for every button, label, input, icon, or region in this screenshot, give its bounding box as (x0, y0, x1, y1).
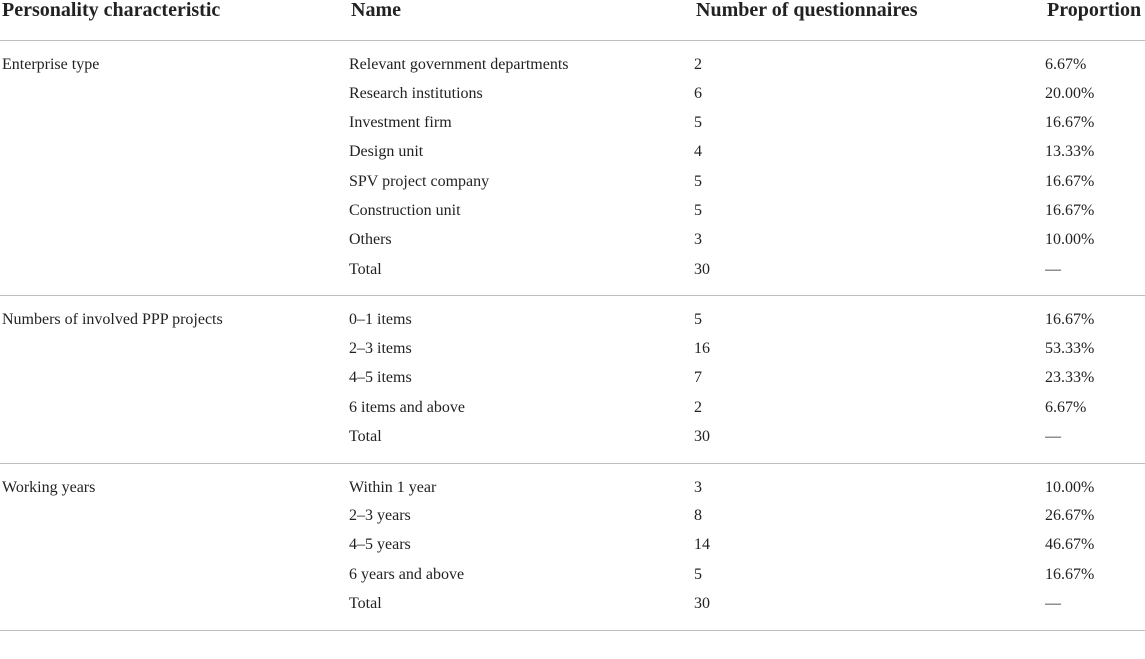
cell-name: Others (349, 231, 392, 249)
cell-name: Total (349, 427, 694, 463)
cell-name: Construction unit (349, 202, 461, 220)
cell-count: 5 (694, 311, 702, 329)
table-row (0, 142, 1145, 171)
cell-proportion: 16.67% (1045, 311, 1095, 329)
header-characteristic: Personality characteristic (0, 0, 349, 41)
cell-proportion: 16.67% (1045, 113, 1095, 131)
cell-characteristic (0, 427, 349, 463)
header-count: Number of questionnaires (694, 0, 1045, 41)
table-row (0, 172, 1145, 201)
cell-proportion: 13.33% (1045, 143, 1095, 161)
header-name: Name (349, 0, 694, 41)
table-row (0, 41, 1145, 84)
cell-name: 6 items and above (349, 398, 465, 416)
table-row (0, 260, 1145, 296)
cell-proportion: — (1045, 594, 1145, 630)
cell-characteristic (0, 172, 349, 201)
cell-characteristic (0, 339, 349, 368)
table-row (0, 427, 1145, 463)
cell-proportion: 46.67% (1045, 536, 1095, 554)
cell-name: Total (349, 594, 694, 630)
cell-name: 4–5 items (349, 369, 412, 387)
cell-count: 5 (694, 565, 702, 583)
table-row (0, 565, 1145, 594)
cell-proportion: 53.33% (1045, 339, 1095, 357)
cell-characteristic (0, 368, 349, 397)
cell-name: Design unit (349, 143, 424, 161)
table-row (0, 230, 1145, 259)
cell-characteristic (0, 113, 349, 142)
cell-count: 30 (694, 427, 1045, 463)
table-body (0, 41, 1145, 631)
cell-characteristic: Numbers of involved PPP projects (2, 311, 223, 329)
table-row (0, 594, 1145, 630)
cell-count: 30 (694, 594, 1045, 630)
cell-characteristic (0, 84, 349, 113)
table-row (0, 535, 1145, 564)
cell-name: Within 1 year (349, 478, 437, 496)
cell-name: 4–5 years (349, 536, 411, 554)
cell-name: Investment firm (349, 113, 452, 131)
cell-count: 30 (694, 260, 1045, 296)
cell-name: 6 years and above (349, 565, 465, 583)
cell-characteristic (0, 594, 349, 630)
cell-name: Total (349, 260, 694, 296)
cell-name: Relevant government departments (349, 56, 569, 73)
table-row (0, 506, 1145, 535)
cell-count: 7 (694, 369, 702, 387)
cell-name: Research institutions (349, 84, 483, 102)
cell-name: 2–3 years (349, 507, 411, 525)
cell-characteristic: Working years (2, 478, 96, 496)
cell-count: 4 (694, 143, 702, 161)
cell-count: 5 (694, 202, 702, 220)
cell-count: 6 (694, 84, 702, 102)
cell-proportion: 16.67% (1045, 202, 1095, 220)
table-row (0, 463, 1145, 506)
table-header (0, 0, 1145, 41)
cell-characteristic (0, 535, 349, 564)
cell-name: 2–3 items (349, 339, 412, 357)
cell-proportion: 6.67% (1045, 398, 1087, 416)
cell-count: 8 (694, 507, 702, 525)
cell-count: 3 (694, 231, 702, 249)
header-proportion: Proportion (1045, 0, 1145, 41)
cell-characteristic (0, 201, 349, 230)
cell-name: SPV project company (349, 172, 490, 190)
cell-proportion: 16.67% (1045, 172, 1095, 190)
table-row (0, 398, 1145, 427)
cell-characteristic: Enterprise type (2, 56, 100, 73)
cell-count: 2 (694, 398, 702, 416)
cell-proportion: 6.67% (1045, 56, 1087, 73)
cell-proportion: 26.67% (1045, 507, 1095, 525)
cell-characteristic (0, 398, 349, 427)
cell-proportion: 10.00% (1045, 478, 1095, 496)
cell-count: 14 (694, 536, 710, 554)
table-row (0, 201, 1145, 230)
cell-proportion: 16.67% (1045, 565, 1095, 583)
cell-proportion: 23.33% (1045, 369, 1095, 387)
table-row (0, 368, 1145, 397)
cell-count: 3 (694, 478, 702, 496)
cell-count: 5 (694, 113, 702, 131)
cell-proportion: — (1045, 260, 1145, 296)
cell-proportion: 20.00% (1045, 84, 1095, 102)
cell-characteristic (0, 260, 349, 296)
cell-characteristic (0, 142, 349, 171)
table-row (0, 296, 1145, 339)
cell-name: 0–1 items (349, 311, 412, 329)
cell-count: 16 (694, 339, 710, 357)
cell-count: 2 (694, 56, 702, 73)
cell-characteristic (0, 506, 349, 535)
cell-count: 5 (694, 172, 702, 190)
table-row (0, 84, 1145, 113)
cell-characteristic (0, 565, 349, 594)
header-row (0, 0, 1145, 41)
table-row (0, 113, 1145, 142)
cell-proportion: 10.00% (1045, 231, 1095, 249)
table-row (0, 339, 1145, 368)
cell-characteristic (0, 230, 349, 259)
cell-proportion: — (1045, 427, 1145, 463)
